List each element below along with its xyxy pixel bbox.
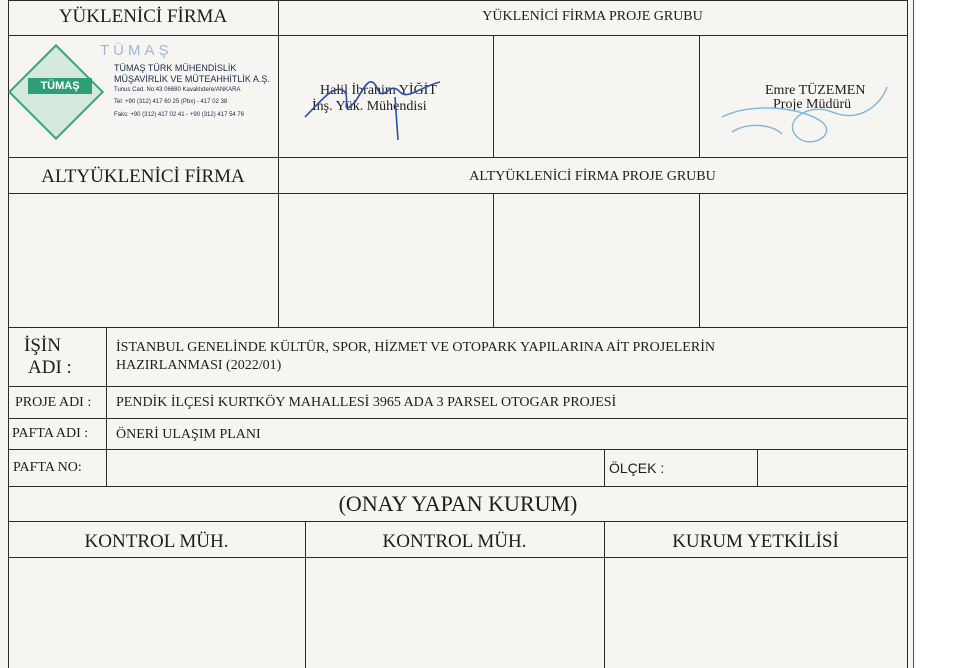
manager-name: Emre TÜZEMEN: [765, 83, 866, 98]
rule: [493, 193, 494, 327]
company-phone: Tel: +90 (312) 417 60 25 (Pbx) - 417 02 38: [114, 99, 228, 105]
company-address: Tunus Cad. No:43 06680 Kavaklıdere/ANKARA: [114, 87, 241, 93]
sheet-name-label: PAFTA ADI :: [12, 426, 89, 441]
rule: [8, 327, 908, 328]
subcontractor-firm-heading: ALTYÜKLENİCİ FİRMA: [41, 166, 245, 187]
rule: [699, 35, 700, 157]
company-fax: Faks: +90 (312) 417 02 41 - +90 (312) 417 54 76: [114, 112, 245, 118]
contractor-firm-heading: YÜKLENİCİ FİRMA: [58, 6, 228, 27]
rule: [8, 449, 908, 450]
manager-signature-icon: [712, 62, 902, 157]
rule: [8, 486, 908, 487]
company-watermark: TÜMAŞ: [100, 42, 173, 59]
approving-institution-heading: (ONAY YAPAN KURUM): [338, 491, 578, 516]
rule: [757, 449, 758, 486]
rule: [8, 557, 908, 558]
rule: [106, 327, 107, 486]
rule: [8, 386, 908, 387]
company-logo: TÜMAŞ: [28, 78, 92, 94]
scale-label: ÖLÇEK :: [609, 460, 665, 476]
company-name-line: TÜMAŞ TÜRK MÜHENDİSLİK: [114, 63, 237, 73]
rule: [8, 0, 908, 1]
sheet-name: ÖNERİ ULAŞIM PLANI: [116, 427, 261, 442]
rule: [699, 193, 700, 327]
rule: [8, 521, 908, 522]
project-name: PENDİK İLÇESİ KURTKÖY MAHALLESİ 3965 ADA 3 PARSEL OTOGAR PROJESİ: [116, 395, 617, 410]
subcontractor-project-group-heading: ALTYÜKLENİCİ FİRMA PROJE GRUBU: [469, 169, 716, 184]
job-name: İSTANBUL GENELİNDE KÜLTÜR, SPOR, HİZMET VE OTOPARK YAPILARINA AİT PROJELERİN: [116, 340, 715, 355]
engineer-signature-icon: [300, 62, 450, 142]
engineer-title: İnş. Yük. Mühendisi: [312, 99, 427, 114]
rule: [604, 449, 605, 486]
job-label: İŞİN: [24, 335, 61, 356]
manager-title: Proje Müdürü: [773, 97, 852, 112]
rule: [8, 418, 908, 419]
page-margin: [915, 0, 958, 668]
control-engineer-1-heading: KONTROL MÜH.: [84, 531, 229, 552]
control-engineer-2-heading: KONTROL MÜH.: [382, 531, 527, 552]
rule: [907, 0, 908, 668]
rule: [913, 0, 914, 668]
institution-official-heading: KURUM YETKİLİSİ: [672, 531, 839, 552]
rule: [493, 35, 494, 157]
rule: [8, 35, 908, 36]
project-name-label: PROJE ADI :: [15, 395, 92, 410]
rule: [8, 157, 908, 158]
sheet-number-label: PAFTA NO:: [13, 460, 82, 475]
rule: [8, 0, 9, 668]
contractor-project-group-heading: YÜKLENİCİ FİRMA PROJE GRUBU: [482, 9, 703, 24]
job-name-line2: HAZIRLANMASI (2022/01): [116, 358, 282, 373]
rule: [8, 193, 908, 194]
job-label-line2: ADI :: [28, 357, 72, 378]
company-name-line: MÜŞAVİRLİK VE MÜTEAHHİTLİK A.Ş.: [114, 74, 270, 84]
engineer-name: Halil İbrahim YİĞİT: [320, 83, 437, 98]
rule: [278, 0, 279, 327]
